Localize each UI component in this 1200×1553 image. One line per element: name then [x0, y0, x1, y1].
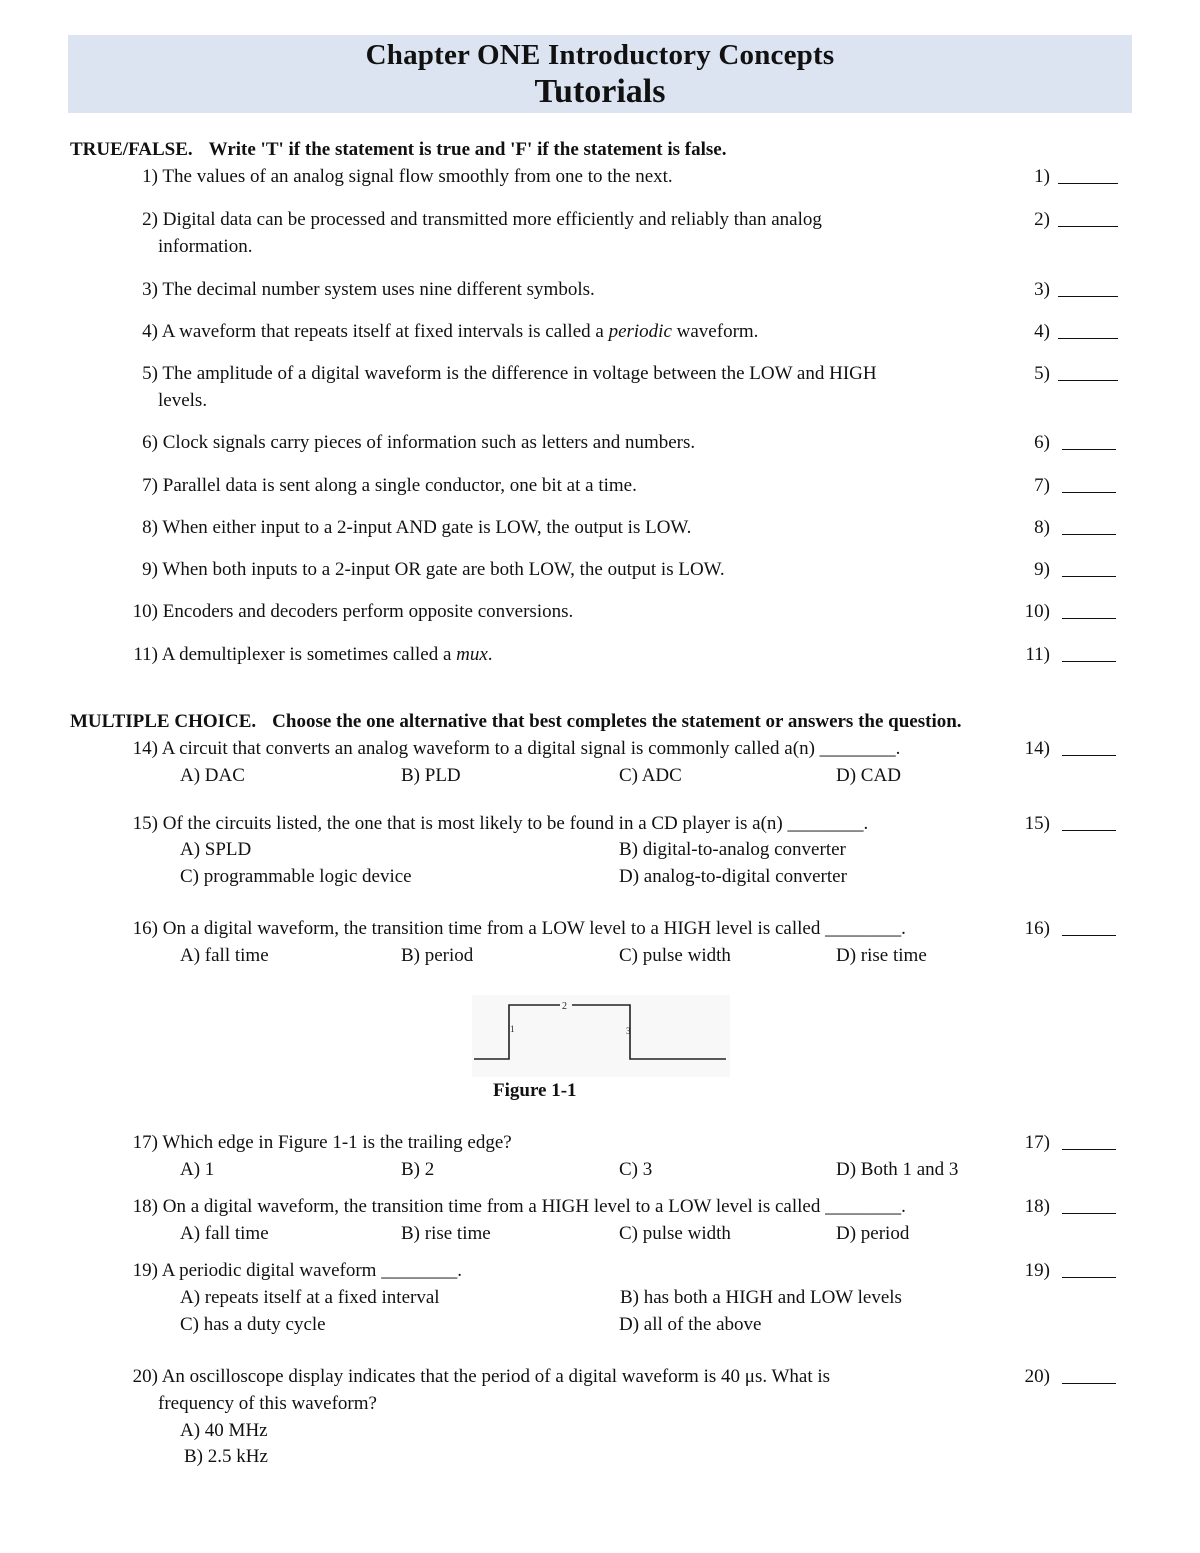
mc-answer-16[interactable]: 16): [1010, 915, 1120, 942]
q15-option-a[interactable]: A) SPLD: [180, 839, 252, 860]
tf-section-heading: [70, 139, 727, 161]
q18-option-b[interactable]: B) rise time: [401, 1223, 491, 1244]
mc-question-15: 15) Of the circuits listed, the one that is most likely to be found in a CD player is a(n) ________.: [132, 813, 869, 834]
mc-answer-19[interactable]: 19): [1010, 1257, 1120, 1284]
pulse-waveform-diagram: [472, 995, 730, 1077]
mc-question-14: 14) A circuit that converts an analog waveform to a digital signal is commonly called a(n) ________.: [132, 738, 901, 759]
tf-answer-2[interactable]: 2): [1010, 206, 1120, 233]
mc-question-17: 17) Which edge in Figure 1-1 is the trailing edge?: [132, 1132, 512, 1153]
edge-label-1: 1: [510, 1024, 515, 1034]
q19-option-c[interactable]: C) has a duty cycle: [180, 1314, 326, 1335]
mc-answer-14[interactable]: 14): [1010, 735, 1120, 762]
chapter-title: Chapter ONE Introductory Concepts: [365, 39, 835, 71]
q16-option-d[interactable]: D) rise time: [836, 945, 927, 966]
mc-question-20: 20) An oscilloscope display indicates that the period of a digital waveform is 40 μs. What is frequency of this waveform?: [132, 1366, 831, 1414]
mc-instructions: Choose the one alternative that best completes the statement or answers the question.: [272, 711, 962, 732]
mc-section-heading: [70, 711, 962, 733]
edge-label-3: 3: [626, 1026, 631, 1036]
q15-option-c[interactable]: C) programmable logic device: [180, 866, 412, 887]
q14-option-c[interactable]: C) ADC: [619, 765, 682, 786]
mc-question-19: 19) A periodic digital waveform ________.: [132, 1260, 462, 1281]
tf-heading: TRUE/FALSE.: [70, 139, 193, 160]
tf-question-11: 11) A demultiplexer is sometimes called a mux.: [133, 644, 493, 665]
mc-answer-20[interactable]: 20): [1010, 1363, 1120, 1390]
q16-option-c[interactable]: C) pulse width: [619, 945, 731, 966]
q16-option-a[interactable]: A) fall time: [180, 945, 269, 966]
page-subtitle: Tutorials: [534, 73, 666, 110]
tf-answer-10[interactable]: 10): [1010, 598, 1120, 625]
figure-caption: Figure 1-1: [493, 1080, 577, 1101]
tf-answer-8[interactable]: 8): [1010, 514, 1120, 541]
q18-option-d[interactable]: D) period: [836, 1223, 910, 1244]
q18-option-a[interactable]: A) fall time: [180, 1223, 269, 1244]
page-header: [68, 35, 1132, 113]
tf-question-3: 3) The decimal number system uses nine different symbols.: [142, 279, 595, 300]
tf-question-9: 9) When both inputs to a 2-input OR gate are both LOW, the output is LOW.: [142, 559, 725, 580]
q19-option-b[interactable]: B) has both a HIGH and LOW levels: [620, 1287, 902, 1308]
waveform-figure: [472, 995, 730, 1077]
tf-answer-3[interactable]: 3): [1010, 276, 1120, 303]
mc-answer-18[interactable]: 18): [1010, 1193, 1120, 1220]
tf-question-5: 5) The amplitude of a digital waveform is the difference in voltage between the LOW and HIGH levels.: [142, 363, 877, 411]
tf-question-8: 8) When either input to a 2-input AND gate is LOW, the output is LOW.: [142, 517, 692, 538]
q15-option-b[interactable]: B) digital-to-analog converter: [619, 839, 846, 860]
tf-answer-9[interactable]: 9): [1010, 556, 1120, 583]
tf-question-10: 10) Encoders and decoders perform opposite conversions.: [132, 601, 574, 622]
q20-option-a[interactable]: A) 40 MHz: [180, 1420, 268, 1441]
mc-heading: MULTIPLE CHOICE.: [70, 711, 257, 732]
tf-answer-11[interactable]: 11): [1010, 641, 1120, 668]
q19-option-d[interactable]: D) all of the above: [619, 1314, 762, 1335]
tf-answer-7[interactable]: 7): [1010, 472, 1120, 499]
edge-label-2: 2: [562, 1001, 567, 1012]
tf-question-4: 4) A waveform that repeats itself at fixed intervals is called a periodic waveform.: [142, 321, 759, 342]
tf-answer-4[interactable]: 4): [1010, 318, 1120, 345]
tf-question-1: 1) The values of an analog signal flow smoothly from one to the next.: [142, 166, 673, 187]
q19-option-a[interactable]: A) repeats itself at a fixed interval: [180, 1287, 440, 1308]
mc-question-16: 16) On a digital waveform, the transition time from a LOW level to a HIGH level is called ________.: [132, 918, 906, 939]
tf-answer-5[interactable]: 5): [1010, 360, 1120, 387]
tf-answer-6[interactable]: 6): [1010, 429, 1120, 456]
q16-option-b[interactable]: B) period: [401, 945, 474, 966]
q17-option-b[interactable]: B) 2: [401, 1159, 435, 1180]
tf-question-2: 2) Digital data can be processed and transmitted more efficiently and reliably than analog information.: [142, 209, 822, 257]
mc-question-18: 18) On a digital waveform, the transition time from a HIGH level to a LOW level is called ________.: [132, 1196, 906, 1217]
q20-option-b[interactable]: B) 2.5 kHz: [184, 1446, 268, 1467]
q14-option-b[interactable]: B) PLD: [401, 765, 461, 786]
q18-option-c[interactable]: C) pulse width: [619, 1223, 731, 1244]
mc-answer-17[interactable]: 17): [1010, 1129, 1120, 1156]
q15-option-d[interactable]: D) analog-to-digital converter: [619, 866, 847, 887]
q14-option-a[interactable]: A) DAC: [180, 765, 245, 786]
q14-option-d[interactable]: D) CAD: [836, 765, 901, 786]
tf-question-7: 7) Parallel data is sent along a single conductor, one bit at a time.: [142, 475, 637, 496]
q17-option-a[interactable]: A) 1: [180, 1159, 215, 1180]
tf-instructions: Write 'T' if the statement is true and 'F' if the statement is false.: [208, 139, 727, 160]
tf-question-6: 6) Clock signals carry pieces of information such as letters and numbers.: [142, 432, 696, 453]
q17-option-c[interactable]: C) 3: [619, 1159, 653, 1180]
mc-answer-15[interactable]: 15): [1010, 810, 1120, 837]
q17-option-d[interactable]: D) Both 1 and 3: [836, 1159, 959, 1180]
tf-answer-1[interactable]: 1): [1010, 163, 1120, 190]
